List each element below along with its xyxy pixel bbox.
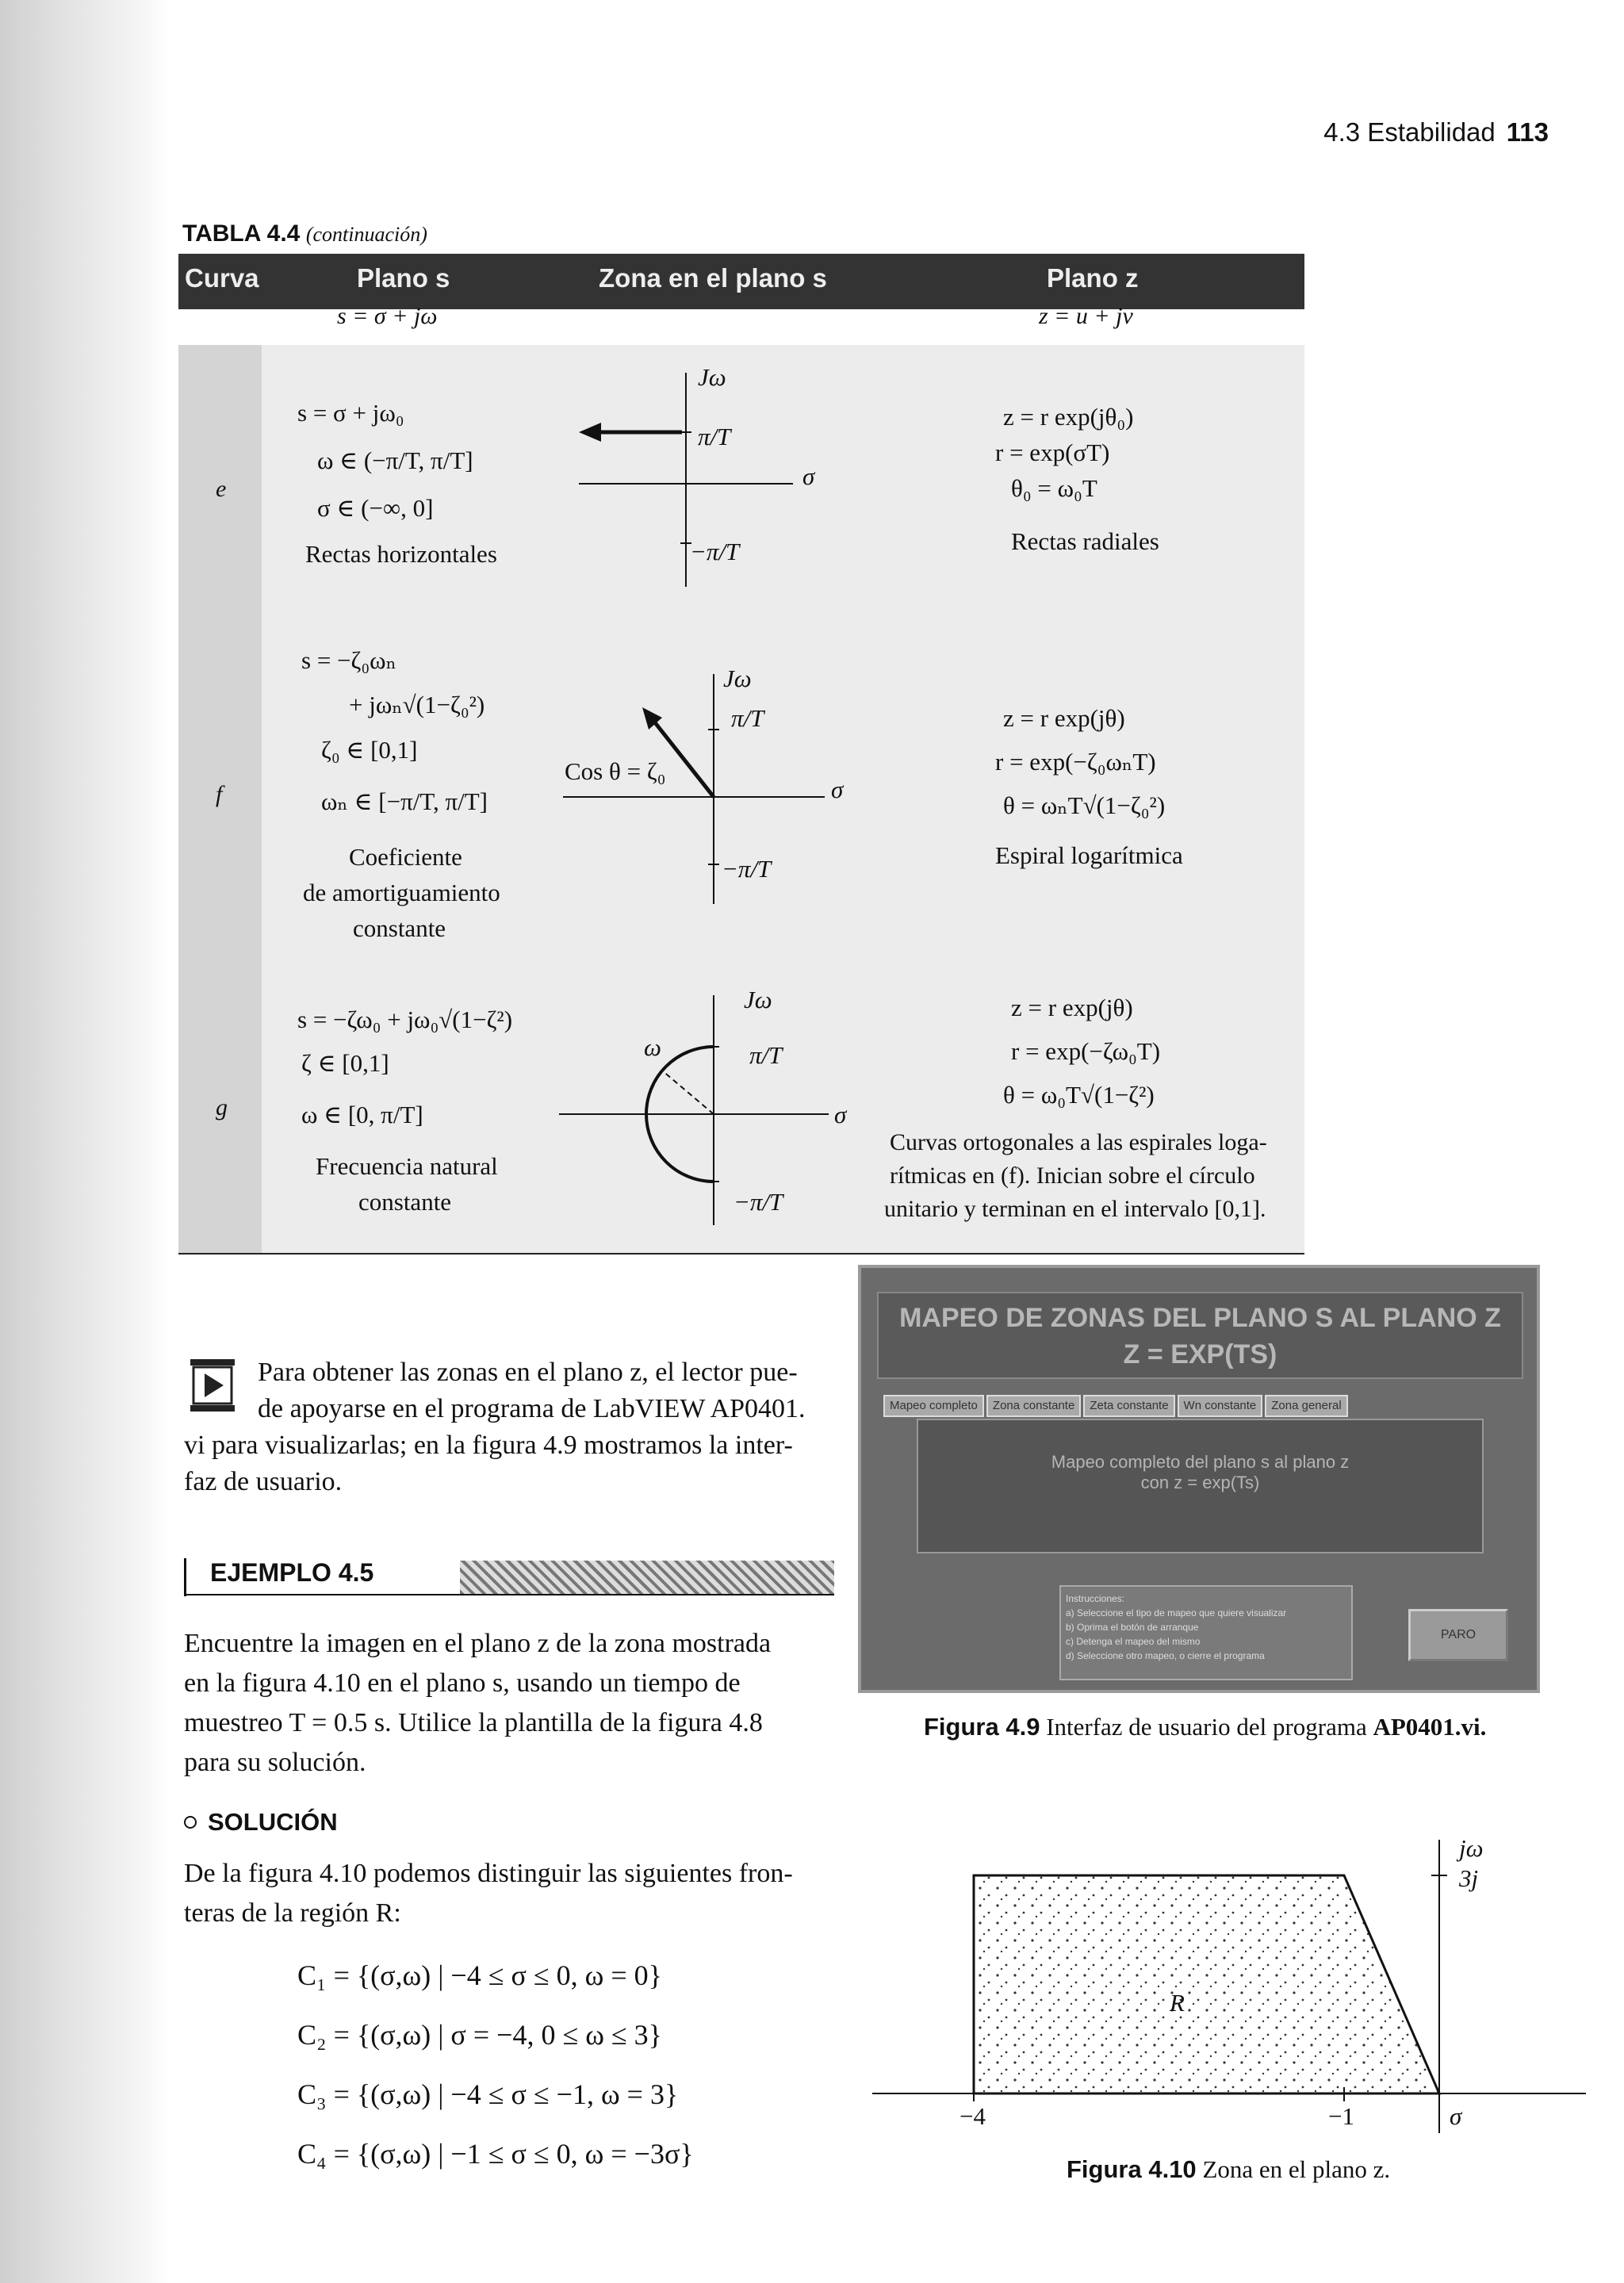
intro-line-3: vi para visualizarlas; en la figura 4.9 mostramos la inter- <box>184 1431 793 1460</box>
row-f-s-desc-3: constante <box>353 914 446 942</box>
row-f-sigma-label: σ <box>831 776 844 803</box>
table-caption-label: TABLA 4.4 <box>182 220 301 247</box>
table-bottom-rule <box>178 1253 1304 1255</box>
row-g-z-desc-3: unitario y terminan en el intervalo [0,1]. <box>884 1196 1266 1222</box>
row-e-s-eq-3: σ ∈ (−∞, 0] <box>317 494 434 522</box>
equation-c2: C₂ = {(σ,ω) | σ = −4, 0 ≤ ω ≤ 3} <box>297 2019 662 2051</box>
row-f-s-desc-1: Coeficiente <box>349 843 462 871</box>
solution-bullet <box>184 1816 197 1829</box>
figure-4-10-label: Figura 4.10 <box>1067 2155 1197 2183</box>
row-g-negpiT-label: −π/T <box>733 1188 783 1216</box>
equation-c1: C₁ = {(σ,ω) | −4 ≤ σ ≤ 0, ω = 0} <box>297 1959 662 1991</box>
fig410-region-R <box>974 1875 1439 2093</box>
row-e-s-desc: Rectas horizontales <box>305 540 497 568</box>
equation-c3: C₃ = {(σ,ω) | −4 ≤ σ ≤ −1, ω = 3} <box>297 2078 679 2110</box>
row-g-s-eq-3: ω ∈ [0, π/T] <box>301 1101 423 1128</box>
figure-4-9-label: Figura 4.9 <box>924 1713 1040 1741</box>
figure-4-10-caption <box>1067 2155 1390 2184</box>
row-g-s-eq-2: ζ ∈ [0,1] <box>301 1049 389 1077</box>
example-line-1: Encuentre la imagen en el plano z de la zona mostrada <box>184 1629 772 1658</box>
tab-mapeo-completo[interactable]: Mapeo completo <box>883 1395 984 1417</box>
example-line-3: muestreo T = 0.5 s. Utilice la plantilla de la figura 4.8 <box>184 1708 763 1737</box>
intro-line-4: faz de usuario. <box>184 1467 343 1496</box>
row-e-s-eq-2: ω ∈ (−π/T, π/T] <box>317 446 473 474</box>
panel-text-2: con z = exp(Ts) <box>1140 1473 1260 1492</box>
running-head-section: 4.3 Estabilidad <box>1323 117 1496 147</box>
intro-line-1: Para obtener las zonas en el plano z, el lector pue- <box>258 1358 798 1387</box>
instr-2: b) Oprima el botón de arranque <box>1066 1622 1199 1633</box>
labview-icon <box>189 1358 236 1413</box>
tab-zeta-constante[interactable]: Zeta constante <box>1083 1395 1174 1417</box>
row-f-z-eq-2: r = exp(−ζ₀ωₙT) <box>995 748 1156 776</box>
example-heading-bar <box>184 1558 186 1596</box>
row-g-z-desc-1: Curvas ortogonales a las espirales loga- <box>890 1129 1267 1155</box>
row-e-jw-label: Jω <box>698 363 726 391</box>
example-heading: EJEMPLO 4.5 <box>210 1558 374 1587</box>
row-g-omega-label: ω <box>644 1033 661 1061</box>
row-e-piT-label: π/T <box>698 423 731 450</box>
tab-zona-general[interactable]: Zona general <box>1265 1395 1347 1417</box>
screen-title-line-1: MAPEO DE ZONAS DEL PLANO S AL PLANO Z <box>899 1303 1501 1333</box>
row-label-f: f <box>216 781 223 807</box>
figure-4-9-caption <box>924 1713 1486 1741</box>
example-heading-hatch <box>460 1561 834 1594</box>
fig410-minus1-label: −1 <box>1328 2102 1354 2130</box>
row-e-arrowhead <box>579 423 601 442</box>
row-f-jw-label: Jω <box>723 665 752 692</box>
row-f-z-desc: Espiral logarítmica <box>995 841 1183 869</box>
row-f-diagram <box>563 666 833 920</box>
row-g-z-eq-3: θ = ω₀T√(1−ζ²) <box>1003 1081 1155 1109</box>
fig410-sigma-label: σ <box>1450 2102 1462 2130</box>
row-e-s-eq-1: s = σ + jω₀ <box>297 399 404 427</box>
solution-line-2: teras de la región R: <box>184 1898 401 1928</box>
row-f-z-eq-1: z = r exp(jθ) <box>1003 704 1125 732</box>
solution-line-1: De la figura 4.10 podemos distinguir las siguientes fron- <box>184 1859 793 1888</box>
table-caption-note: (continuación) <box>305 223 427 246</box>
row-f-s-eq-3: ζ₀ ∈ [0,1] <box>321 736 418 764</box>
row-g-piT-label: π/T <box>749 1041 783 1069</box>
instr-1: a) Seleccione el tipo de mapeo que quiere visualizar <box>1066 1607 1287 1618</box>
row-e-z-eq-1: z = r exp(jθ₀) <box>1003 403 1134 431</box>
intro-line-2: de apoyarse en el programa de LabVIEW AP0401. <box>258 1394 806 1423</box>
row-f-s-eq-2: + jωₙ√(1−ζ₀²) <box>349 691 485 718</box>
instr-0: Instrucciones: <box>1066 1593 1125 1604</box>
row-label-e: e <box>216 476 227 502</box>
table-header <box>178 254 1304 309</box>
header-curva: Curva <box>185 263 259 293</box>
fig410-R-label: R <box>1170 1989 1185 2017</box>
figure-4-10-text: Zona en el plano z. <box>1202 2155 1391 2183</box>
tab-wn-constante[interactable]: Wn constante <box>1178 1395 1263 1417</box>
row-e-z-desc: Rectas radiales <box>1011 527 1159 555</box>
example-heading-rule <box>184 1594 834 1595</box>
row-g-s-desc-1: Frecuencia natural <box>316 1152 498 1180</box>
row-g-s-desc-2: constante <box>358 1188 452 1216</box>
subheader-z: z = u + jv <box>1039 303 1133 329</box>
header-plano-z: Plano z <box>1047 263 1139 293</box>
stop-button[interactable]: PARO <box>1408 1609 1508 1661</box>
screen-tabs <box>883 1395 1518 1417</box>
table-caption <box>182 220 427 247</box>
screen-instructions <box>1059 1585 1353 1680</box>
row-g-z-eq-1: z = r exp(jθ) <box>1011 994 1133 1021</box>
instr-4: d) Seleccione otro mapeo, o cierre el programa <box>1066 1650 1265 1661</box>
solution-heading: SOLUCIÓN <box>208 1808 338 1836</box>
row-g-sigma-label: σ <box>834 1101 847 1128</box>
row-g-radius <box>662 1071 714 1114</box>
figure-4-9-text: Interfaz de usuario del programa <box>1046 1713 1367 1741</box>
fig410-3j-label: 3j <box>1459 1864 1479 1892</box>
screen-title-line-2: Z = EXP(TS) <box>1123 1339 1277 1369</box>
row-g-z-desc-2: rítmicas en (f). Inician sobre el círculo <box>890 1163 1255 1189</box>
tab-zona-constante[interactable]: Zona constante <box>986 1395 1081 1417</box>
row-label-g: g <box>216 1094 228 1120</box>
page-number: 113 <box>1506 117 1549 147</box>
row-e-z-eq-2: r = exp(σT) <box>995 439 1110 466</box>
header-plano-s: Plano s <box>357 263 450 293</box>
instr-3: c) Detenga el mapeo del mismo <box>1066 1636 1201 1647</box>
row-f-s-desc-2: de amortiguamiento <box>303 879 500 906</box>
panel-text-1: Mapeo completo del plano s al plano z <box>1051 1452 1350 1472</box>
row-g-diagram <box>559 987 837 1241</box>
fig410-jw-label: jω <box>1459 1834 1484 1862</box>
labview-screenshot <box>858 1265 1540 1693</box>
row-g-s-eq-1: s = −ζω₀ + jω₀√(1−ζ²) <box>297 1006 513 1033</box>
example-line-4: para su solución. <box>184 1748 366 1777</box>
running-head <box>1323 117 1549 147</box>
row-e-sigma-label: σ <box>802 462 815 490</box>
subheader-s: s = σ + jω <box>337 303 438 329</box>
figure-4-9-program: AP0401.vi. <box>1373 1713 1487 1741</box>
row-e-z-eq-3: θ₀ = ω₀T <box>1011 474 1097 502</box>
row-f-cos-label: Cos θ = ζ₀ <box>565 757 666 785</box>
row-f-piT-label: π/T <box>731 704 764 732</box>
header-zona: Zona en el plano s <box>599 263 827 293</box>
fig410-minus4-label: −4 <box>959 2102 986 2130</box>
row-g-jw-label: Jω <box>744 986 772 1013</box>
row-f-s-eq-1: s = −ζ₀ωₙ <box>301 646 396 674</box>
equation-c4: C₄ = {(σ,ω) | −1 ≤ σ ≤ 0, ω = −3σ} <box>297 2138 694 2170</box>
screen-panel <box>917 1419 1484 1553</box>
page-gutter-shadow <box>0 0 170 2283</box>
figure-4-10-diagram <box>872 1832 1594 2141</box>
row-f-negpiT-label: −π/T <box>722 855 772 883</box>
row-g-z-eq-2: r = exp(−ζω₀T) <box>1011 1037 1161 1065</box>
row-f-z-eq-3: θ = ωₙT√(1−ζ₀²) <box>1003 791 1166 819</box>
example-line-2: en la figura 4.10 en el plano s, usando un tiempo de <box>184 1668 741 1698</box>
row-e-negpiT-label: −π/T <box>690 538 740 565</box>
row-f-s-eq-4: ωₙ ∈ [−π/T, π/T] <box>321 787 488 815</box>
screen-title <box>877 1292 1523 1379</box>
